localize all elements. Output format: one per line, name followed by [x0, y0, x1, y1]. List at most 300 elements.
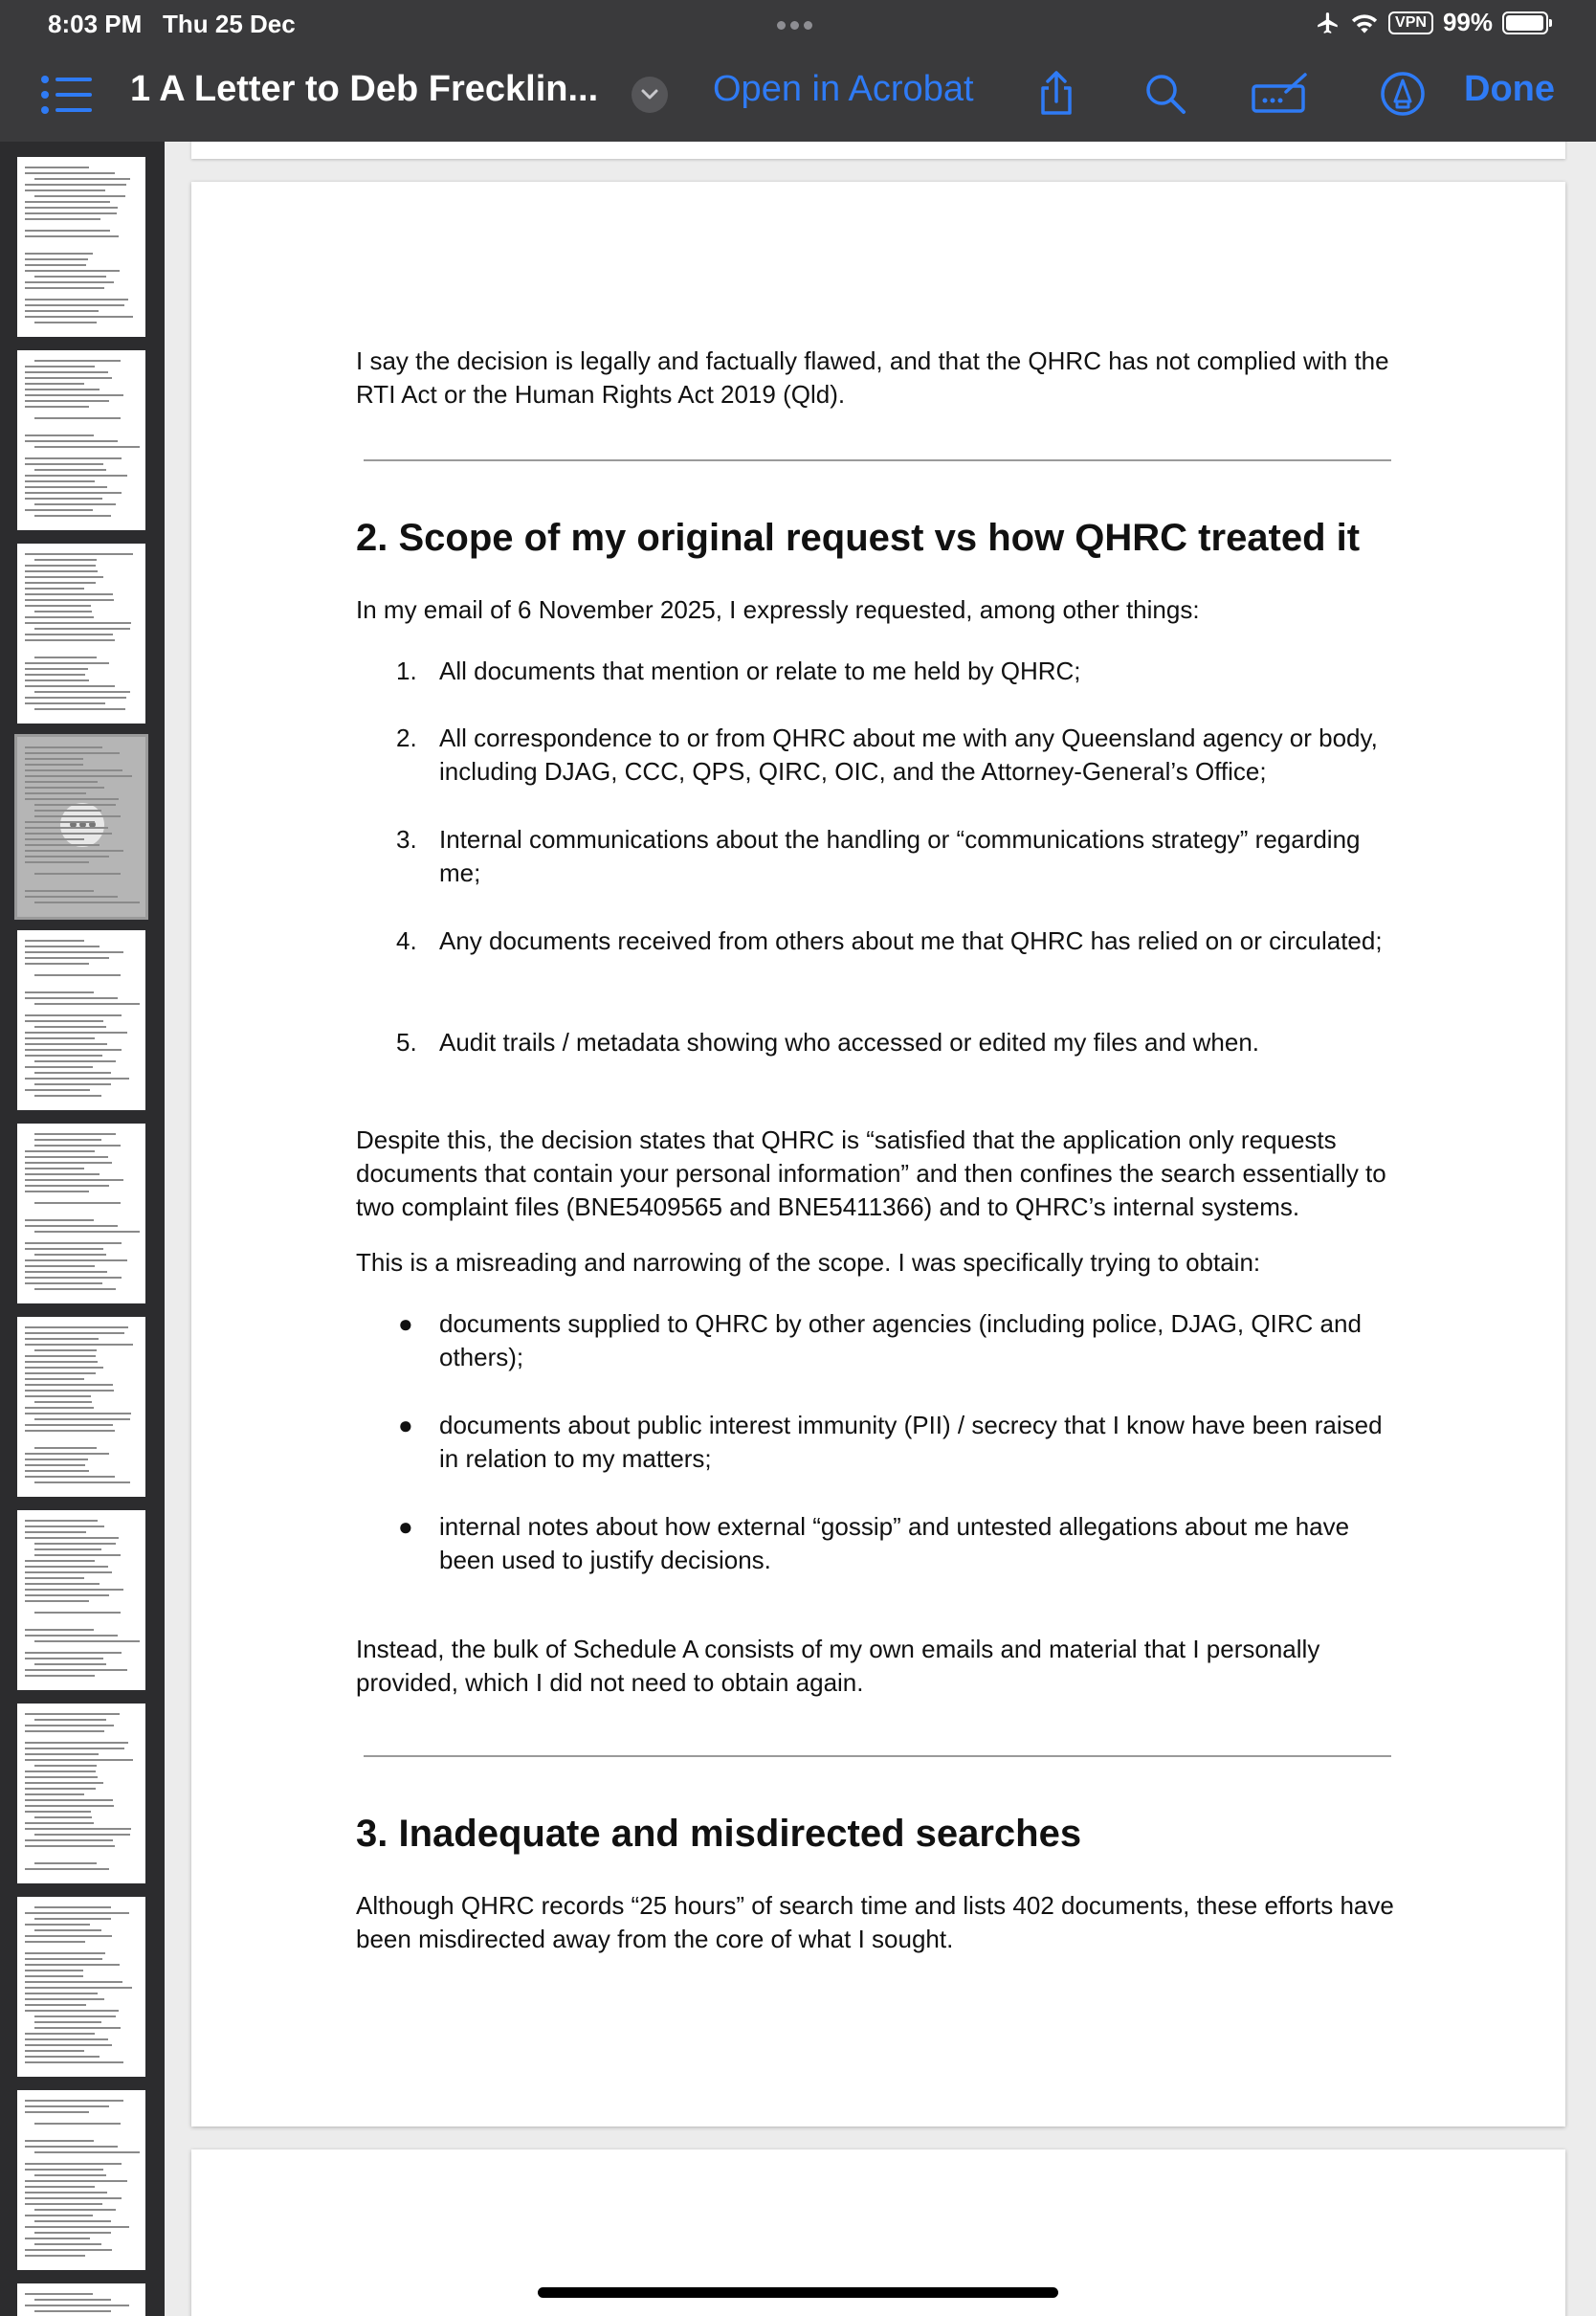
- thumbnail-text-line: [25, 1470, 89, 1472]
- list-number: 3.: [396, 825, 417, 854]
- thumbnail-text-line: [25, 1367, 103, 1369]
- thumbnail-text-line: [34, 322, 97, 323]
- thumbnail-text-line: [34, 1254, 106, 1256]
- thumbnail-text-line: [34, 2209, 116, 2211]
- thumbnail-text-line: [34, 974, 121, 976]
- thumbnail-text-line: [25, 2044, 112, 2046]
- thumbnail-text-line: [25, 1941, 85, 1943]
- thumbnail-text-line: [34, 1083, 111, 1085]
- thumbnail-text-line: [34, 1765, 97, 1767]
- thumbnail-text-line: [25, 383, 84, 385]
- thumbnail-text-line: [34, 2232, 111, 2234]
- thumbnail-text-line: [25, 775, 132, 777]
- thumbnail-text-line: [25, 230, 110, 232]
- thumbnail-text-line: [25, 486, 107, 488]
- thumbnail-text-line: [25, 1453, 109, 1455]
- thumbnail-text-line: [25, 844, 100, 846]
- share-icon[interactable]: [1031, 69, 1081, 119]
- thumbnail-text-line: [25, 2100, 123, 2102]
- thumbnail-text-line: [25, 1014, 122, 1016]
- thumbnail-text-line: [25, 1191, 89, 1192]
- section-3-heading: 3. Inadequate and misdirected searches: [356, 1813, 1082, 1855]
- list-text: Internal communications about the handling or “communications strategy” regarding me;: [439, 825, 1361, 887]
- thumbnail-text-line: [25, 1459, 88, 1460]
- thumbnail-text-line: [25, 1225, 118, 1227]
- thumbnail-text-line: [25, 758, 83, 760]
- thumbnail-text-line: [25, 2146, 118, 2148]
- thumbnail-text-line: [34, 178, 130, 180]
- thumbnail-text-line: [34, 2151, 140, 2153]
- markup-pen-icon[interactable]: [1378, 69, 1428, 119]
- pdf-page: [191, 182, 1565, 2127]
- thumbnail-text-line: [34, 1401, 92, 1403]
- thumbnail-text-line: [34, 195, 125, 197]
- misreading-paragraph: This is a misreading and narrowing of the scope. I was specifically trying to obtain:: [356, 1248, 1261, 1277]
- page-thumbnail-12[interactable]: [17, 2283, 145, 2316]
- page-thumbnail-6[interactable]: [17, 1124, 145, 1303]
- toolbar: [0, 48, 1596, 143]
- thumbnail-text-line: [34, 1640, 140, 1642]
- thumbnail-text-line: [25, 593, 113, 595]
- thumbnail-text-line: [25, 1162, 112, 1164]
- thumbnail-text-line: [25, 1924, 90, 1926]
- page-thumbnail-sidebar[interactable]: [0, 142, 165, 2316]
- thumbnail-text-line: [25, 498, 102, 500]
- thumbnail-text-line: [25, 1845, 115, 1847]
- list-text: All documents that mention or relate to me held by QHRC;: [439, 657, 1081, 685]
- thumbnail-text-line: [34, 1145, 121, 1147]
- thumbnail-text-line: [34, 657, 97, 658]
- thumbnail-text-line: [34, 446, 140, 448]
- thumbnail-text-line: [34, 1554, 121, 1556]
- section-3-paragraph: Although QHRC records “25 hours” of search time and lists 402 documents, these efforts have been misdirected away from the core of what I sought.: [356, 1891, 1394, 1953]
- thumbnail-text-line: [25, 622, 131, 624]
- thumbnail-text-line: [25, 856, 109, 857]
- thumbnail-text-line: [25, 588, 84, 590]
- thumbnail-text-line: [34, 2299, 111, 2301]
- thumbnail-text-line: [34, 2021, 101, 2023]
- thumbnail-text-line: [25, 394, 123, 396]
- thumbnail-text-line: [34, 1418, 130, 1420]
- thumbnail-text-line: [25, 1265, 95, 1267]
- thumbnail-text-line: [25, 2203, 102, 2205]
- thumbnail-text-line: [25, 1629, 94, 1631]
- thumbnail-text-line: [25, 1998, 104, 2000]
- page-thumbnail-1[interactable]: [17, 157, 145, 337]
- thumbnail-text-line: [25, 2255, 85, 2257]
- thumbnail-text-line: [25, 1753, 99, 1755]
- thumbnail-text-line: [25, 792, 86, 794]
- thumbnail-text-line: [34, 469, 106, 471]
- thumbnail-text-line: [25, 1049, 122, 1051]
- thumbnail-text-line: [25, 634, 113, 635]
- thumbnail-text-line: [25, 2293, 93, 2295]
- thumbnail-text-line: [25, 457, 122, 459]
- thumbnail-text-line: [25, 299, 128, 301]
- thumbnail-text-line: [25, 1828, 131, 1830]
- thumbnail-text-line: [25, 1600, 89, 1602]
- status-date: Thu 25 Dec: [163, 10, 296, 38]
- thumbnail-text-line: [25, 172, 115, 174]
- bullet-icon: ●: [398, 1309, 413, 1338]
- thumbnail-text-line: [25, 270, 120, 272]
- thumbnail-text-line: [25, 957, 109, 959]
- thumbnail-text-line: [25, 2249, 112, 2251]
- thumbnail-text-line: [25, 1912, 129, 1914]
- thumbnail-text-line: [25, 1430, 115, 1432]
- section-divider: [364, 1755, 1391, 1757]
- thumbnail-text-line: [25, 389, 100, 390]
- thumbnail-text-line: [25, 1271, 107, 1273]
- thumbnail-text-line: [25, 1384, 113, 1386]
- thumbnail-text-line: [25, 616, 94, 618]
- thumbnail-text-line: [25, 1669, 127, 1671]
- thumbnail-text-line: [25, 281, 114, 283]
- thumbnail-text-line: [34, 1060, 116, 1062]
- thumbnail-text-line: [25, 463, 103, 465]
- thumbnail-text-line: [25, 946, 100, 947]
- thumbnail-text-line: [25, 184, 126, 186]
- page-thumbnail-4[interactable]: [17, 737, 145, 917]
- bullet-text: documents about public interest immunity (PII) / secrecy that I know have been raised in relation to my matters;: [439, 1411, 1383, 1473]
- thumbnail-text-line: [25, 1332, 124, 1334]
- bullet-text: internal notes about how external “gossip” and untested allegations about me have been used to justify decisions.: [439, 1512, 1350, 1574]
- thumbnail-text-line: [25, 752, 120, 754]
- thumbnail-text-line: [25, 764, 83, 766]
- thumbnail-text-line: [25, 2192, 107, 2194]
- list-text: Audit trails / metadata showing who accessed or edited my files and when.: [439, 1028, 1260, 1057]
- thumbnail-text-line: [25, 1185, 109, 1187]
- thumbnail-text-line: [34, 815, 121, 817]
- thumbnail-text-line: [25, 2038, 108, 2040]
- thumbnail-text-line: [25, 781, 98, 783]
- thumbnail-text-line: [25, 400, 109, 402]
- thumbnail-text-line: [34, 1816, 92, 1818]
- thumbnail-text-line: [34, 417, 121, 419]
- thumbnail-text-line: [25, 1413, 131, 1414]
- thumbnail-text-line: [25, 212, 117, 214]
- thumbnail-text-line: [34, 559, 97, 561]
- thumbnail-text-line: [25, 1822, 94, 1824]
- thumbnail-text-line: [25, 1970, 83, 1971]
- thumbnail-text-line: [25, 599, 114, 601]
- thumbnail-text-line: [25, 167, 89, 168]
- thumbnail-text-line: [25, 371, 108, 373]
- thumbnail-text-line: [25, 674, 85, 676]
- thumbnail-text-line: [25, 1537, 119, 1539]
- page-thumbnail-9[interactable]: [17, 1704, 145, 1883]
- thumbnail-text-line: [25, 1326, 128, 1328]
- thumbnail-text-line: [25, 1078, 129, 1080]
- airplane-icon: [1316, 11, 1341, 35]
- thumbnail-text-line: [25, 1248, 103, 1250]
- thumbnail-text-line: [34, 708, 125, 710]
- thumbnail-text-line: [25, 1805, 114, 1807]
- thumbnail-text-line: [34, 1862, 97, 1864]
- status-bar: [0, 0, 1596, 48]
- thumbnail-text-line: [25, 235, 119, 237]
- thumbnail-text-line: [25, 1344, 133, 1346]
- previous-page: [191, 142, 1565, 159]
- thumbnail-text-line: [25, 1594, 109, 1596]
- thumbnail-text-line: [34, 1543, 116, 1545]
- list-number: 1.: [396, 657, 417, 685]
- list-number: 2.: [396, 724, 417, 752]
- thumbnail-text-line: [34, 1288, 116, 1290]
- page-thumbnail-8[interactable]: [17, 1510, 145, 1690]
- thumbnail-text-line: [25, 1782, 103, 1784]
- thumbnail-text-line: [25, 1975, 83, 1977]
- bullet-icon: ●: [398, 1512, 413, 1541]
- thumbnail-text-line: [25, 769, 122, 771]
- thumbnail-text-line: [25, 1242, 122, 1244]
- thumbnail-text-line: [34, 1095, 101, 1097]
- thumbnail-text-line: [25, 565, 96, 567]
- thumbnail-text-line: [25, 1424, 113, 1426]
- thumbnail-text-line: [25, 605, 91, 607]
- status-time: 8:03 PM: [48, 10, 143, 38]
- thumbnail-text-line: [25, 480, 95, 482]
- list-text: All correspondence to or from QHRC about me with any Queensland agency or body, including DJAG, CCC, QPS, QIRC, OIC, and the Attorney-General’s Office;: [439, 724, 1378, 786]
- thumbnail-text-line: [25, 1589, 123, 1591]
- thumbnail-text-line: [34, 1481, 130, 1483]
- thumbnail-text-line: [25, 1635, 118, 1637]
- thumbnail-text-line: [25, 1713, 120, 1715]
- thumbnail-text-line: [25, 1577, 84, 1579]
- thumbnail-text-line: [25, 1652, 122, 1654]
- thumbnail-text-line: [25, 821, 95, 823]
- thumbnail-text-line: [34, 1202, 121, 1204]
- thumbnail-text-line: [25, 1372, 96, 1374]
- thumbnail-text-line: [25, 201, 110, 203]
- thumbnail-text-line: [25, 861, 89, 863]
- thumbnail-text-line: [34, 503, 116, 505]
- thumbnail-text-line: [25, 1658, 103, 1659]
- thumbnail-text-line: [25, 2226, 129, 2228]
- section-divider: [364, 459, 1391, 461]
- thumbnail-text-line: [25, 1066, 93, 1068]
- thumbnail-text-line: [25, 1793, 84, 1795]
- page-thumbnail-2[interactable]: [17, 350, 145, 530]
- thumbnail-text-line: [34, 1231, 140, 1233]
- thumbnail-text-line: [25, 697, 126, 699]
- thumbnail-text-line: [34, 2015, 116, 2017]
- thumbnail-text-line: [25, 1571, 112, 1573]
- thumbnail-text-line: [25, 668, 88, 670]
- thumbnail-text-line: [25, 475, 127, 477]
- thumbnail-text-line: [34, 1447, 97, 1449]
- thumbnail-text-line: [25, 1799, 113, 1801]
- thumbnail-text-line: [25, 1725, 114, 1726]
- thumbnail-text-line: [25, 1952, 105, 1954]
- thumbnail-text-line: [25, 366, 95, 367]
- thumbnail-text-line: [34, 873, 121, 875]
- battery-percentage: 99%: [1442, 8, 1493, 36]
- thumbnail-text-line: [25, 1282, 102, 1284]
- thumbnail-text-line: [25, 1748, 124, 1749]
- document-title[interactable]: 1 A Letter to Deb Frecklin...: [130, 69, 599, 109]
- thumbnail-text-line: [25, 218, 100, 220]
- thumbnail-text-line: [34, 1906, 111, 1908]
- thumbnail-text-line: [25, 991, 94, 993]
- thumbnail-text-line: [34, 1663, 106, 1665]
- wifi-icon: [1350, 11, 1379, 35]
- thumbnail-text-line: [25, 1089, 90, 1091]
- thumbnail-text-line: [25, 838, 84, 840]
- page-thumbnail-10[interactable]: [17, 1897, 145, 2077]
- thumbnail-text-line: [25, 1361, 98, 1363]
- thumbnail-text-line: [25, 997, 118, 999]
- thumbnail-text-line: [25, 2186, 95, 2188]
- thumbnail-text-line: [25, 1776, 98, 1778]
- thumbnail-text-line: [25, 1811, 91, 1813]
- thumbnail-text-line: [25, 316, 133, 318]
- thumbnail-text-line: [25, 2180, 127, 2182]
- thumbnail-text-line: [25, 1055, 102, 1057]
- thumbnail-text-line: [25, 1173, 100, 1175]
- thumbnail-text-line: [34, 515, 111, 517]
- page-thumbnail-11[interactable]: [17, 2090, 145, 2270]
- thumbnail-text-line: [34, 902, 140, 903]
- thumbnail-text-line: [34, 810, 101, 812]
- page-thumbnail-7[interactable]: [17, 1317, 145, 1497]
- thumbnail-text-line: [25, 1981, 122, 1983]
- done-button[interactable]: Done: [1464, 69, 1555, 109]
- thumbnail-text-line: [25, 377, 112, 379]
- thumbnail-text-line: [25, 2305, 129, 2306]
- thumbnail-text-line: [25, 1464, 85, 1466]
- thumbnail-text-line: [25, 434, 94, 436]
- thumbnail-text-line: [25, 963, 89, 965]
- thumbnail-text-line: [25, 2061, 123, 2063]
- thumbnail-text-line: [25, 1560, 95, 1562]
- thumbnail-text-line: [25, 1390, 114, 1392]
- thumbnail-text-line: [25, 787, 104, 789]
- thumbnail-text-line: [25, 1150, 95, 1152]
- thumbnail-text-line: [34, 1918, 111, 1920]
- thumbnail-text-line: [25, 1987, 132, 1989]
- search-icon[interactable]: [1141, 69, 1190, 119]
- list-text: Any documents received from others about me that QHRC has relied on or circulated;: [439, 926, 1383, 955]
- thumbnail-text-line: [25, 1839, 113, 1841]
- title-dropdown-button[interactable]: [632, 77, 668, 113]
- thumbnail-text-line: [25, 940, 84, 942]
- home-indicator[interactable]: [538, 2287, 1058, 2298]
- thumbnail-text-line: [34, 2027, 121, 2029]
- thumbnail-text-line: [25, 1730, 104, 1732]
- thumbnail-text-line: [25, 1355, 96, 1357]
- thumbnail-text-line: [25, 406, 89, 408]
- thumbnail-text-line: [34, 360, 121, 362]
- thumbnail-text-line: [25, 896, 118, 898]
- thumbnail-text-line: [34, 628, 130, 630]
- thumbnail-text-line: [25, 890, 94, 892]
- thumbnail-text-line: [25, 2163, 122, 2165]
- thumbnail-text-line: [25, 833, 112, 835]
- multitasking-dots-icon[interactable]: [777, 17, 817, 34]
- thumbnail-text-line: [25, 258, 88, 260]
- thumbnail-text-line: [34, 1834, 130, 1836]
- thumbnail-text-line: [34, 1349, 97, 1351]
- status-indicators: [1316, 8, 1548, 37]
- thumbnail-text-line: [34, 1929, 101, 1931]
- vpn-badge: VPN: [1388, 11, 1433, 34]
- thumbnail-text-line: [25, 1378, 84, 1380]
- thumbnail-text-line: [25, 746, 102, 748]
- thumbnail-text-line: [25, 2111, 89, 2113]
- thumbnail-text-line: [25, 2197, 122, 2199]
- thumbnail-text-line: [25, 1219, 94, 1221]
- thumbnail-text-line: [25, 553, 133, 555]
- thumbnail-text-line: [25, 1156, 108, 1158]
- thumbnail-text-line: [25, 1520, 98, 1522]
- thumbnail-text-line: [34, 2174, 106, 2176]
- page-thumbnail-5[interactable]: [17, 930, 145, 1110]
- thumbnail-text-line: [25, 2050, 84, 2052]
- section-2-lead: In my email of 6 November 2025, I expressly requested, among other things:: [356, 595, 1200, 624]
- thumbnail-text-line: [25, 1675, 95, 1677]
- thumbnail-text-line: [25, 576, 103, 578]
- annotate-icon[interactable]: [1250, 69, 1311, 119]
- thumbnail-text-line: [25, 951, 123, 953]
- thumbnail-text-line: [25, 2105, 109, 2107]
- thumbnail-text-line: [25, 189, 105, 191]
- thumbnail-text-line: [25, 1259, 127, 1261]
- thumbnail-text-line: [25, 1020, 103, 1022]
- document-viewer[interactable]: [165, 142, 1596, 2316]
- thumbnail-text-line: [34, 276, 106, 278]
- thumbnail-text-line: [34, 1026, 106, 1028]
- thumbnail-text-line: [25, 582, 96, 584]
- thumbnail-text-line: [25, 287, 104, 289]
- open-in-acrobat-button[interactable]: Open in Acrobat: [713, 69, 974, 109]
- thumbnail-text-line: [25, 1043, 107, 1045]
- thumbnail-text-line: [25, 1958, 102, 1960]
- thumbnail-text-line: [25, 1037, 95, 1039]
- thumbnail-text-line: [34, 2310, 111, 2312]
- list-number: 4.: [396, 926, 417, 955]
- thumbnail-text-line: [25, 1032, 127, 1034]
- thumbnail-text-line: [34, 2123, 121, 2125]
- thumbnail-text-line: [25, 798, 119, 800]
- thumbnail-text-line: [25, 2056, 100, 2058]
- thumbnail-text-line: [34, 1133, 116, 1135]
- page-thumbnail-3[interactable]: [17, 544, 145, 724]
- thumbnail-text-line: [25, 2010, 119, 2012]
- thumbnail-text-line: [25, 2215, 93, 2216]
- thumbnail-text-line: [25, 2169, 103, 2171]
- thumbnail-list-icon[interactable]: [40, 75, 92, 115]
- thumbnail-text-line: [34, 804, 116, 806]
- chevron-down-icon: [632, 77, 668, 113]
- thumbnail-text-line: [25, 304, 124, 306]
- thumbnail-text-line: [25, 1935, 112, 1937]
- thumbnail-text-line: [25, 679, 89, 681]
- thumbnail-text-line: [25, 207, 118, 209]
- intro-paragraph: I say the decision is legally and factually flawed, and that the QHRC has not complied with the RTI Act or the Human Rights Act 2019 (Qld).: [356, 346, 1389, 409]
- bullet-text: documents supplied to QHRC by other agencies (including police, DJAG, QIRC and others);: [439, 1309, 1362, 1371]
- thumbnail-text-line: [25, 440, 118, 442]
- thumbnail-text-line: [25, 1742, 128, 1744]
- thumbnail-text-line: [25, 1993, 98, 1994]
- thumbnail-text-line: [25, 2238, 90, 2239]
- thumbnail-text-line: [34, 1072, 111, 1074]
- thumbnail-text-line: [25, 2004, 86, 2006]
- thumbnail-text-line: [34, 1719, 106, 1721]
- bullet-icon: ●: [398, 1411, 413, 1439]
- thumbnail-text-line: [25, 1338, 99, 1340]
- thumbnail-text-line: [34, 1548, 101, 1550]
